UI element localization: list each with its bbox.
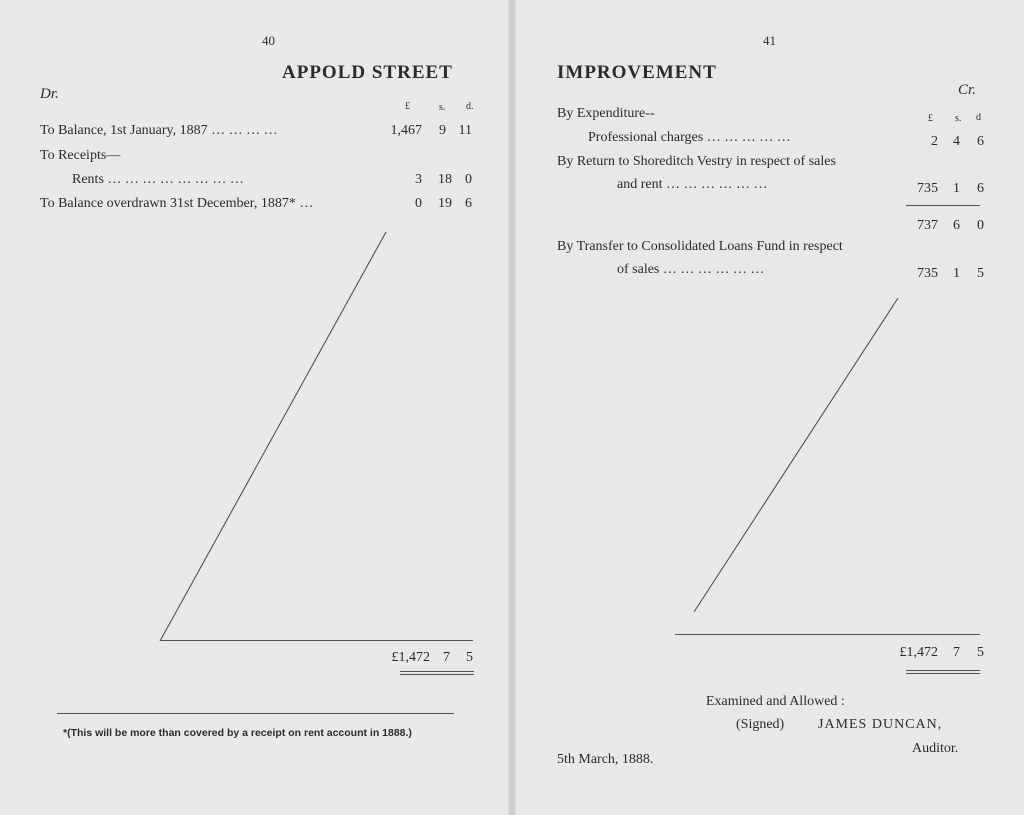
subtotal-shillings: 6 [953, 218, 960, 233]
entry-pounds: 1,467 [390, 123, 422, 138]
entry-text: To Balance overdrawn 31st December, 1887* … [40, 196, 314, 211]
entry-pence: 11 [458, 123, 472, 138]
entry-shillings: 1 [953, 181, 960, 196]
entry-pence: 5 [977, 266, 984, 281]
entry-shillings: 19 [438, 196, 452, 211]
total-shillings: 7 [443, 650, 450, 665]
auditor-title: Auditor. [912, 741, 959, 756]
entry-shillings: 1 [953, 266, 960, 281]
entry-text: To Receipts— [40, 148, 121, 163]
entry-pounds: 0 [415, 196, 422, 211]
total-pence: 5 [466, 650, 473, 665]
right-heading: IMPROVEMENT [557, 62, 717, 83]
col-header-pounds: £ [928, 113, 933, 124]
entry-text: and rent … … … … … … [617, 177, 768, 192]
subtotal-pounds: 737 [917, 218, 938, 233]
entry-pounds: 735 [917, 181, 938, 196]
col-header-pence: d. [466, 101, 474, 112]
entry-text: of sales … … … … … … [617, 262, 765, 277]
total-pounds: £1,472 [391, 650, 430, 665]
date: 5th March, 1888. [557, 752, 654, 767]
credit-label: Cr. [958, 82, 976, 98]
entry-pounds: 2 [931, 134, 938, 149]
debit-label: Dr. [40, 86, 59, 102]
examined-statement: Examined and Allowed : [706, 694, 845, 709]
entry-text: By Transfer to Consolidated Loans Fund in respect [557, 239, 843, 254]
entry-shillings: 4 [953, 134, 960, 149]
signatory-name: JAMES DUNCAN, [818, 717, 943, 732]
col-header-shillings: s. [955, 113, 962, 124]
entry-text: By Return to Shoreditch Vestry in respect of sales [557, 154, 836, 169]
entry-text: Professional charges … … … … … [588, 130, 791, 145]
subtotal-pence: 0 [977, 218, 984, 233]
total-shillings: 7 [953, 645, 960, 660]
col-header-pence: d [976, 112, 981, 123]
total-pounds: £1,472 [899, 645, 938, 660]
right-filler-line [694, 298, 898, 612]
entry-pounds: 735 [917, 266, 938, 281]
col-header-shillings: s. [439, 102, 446, 113]
entry-text: To Balance, 1st January, 1887 … … … … [40, 123, 278, 138]
left-filler-line [160, 232, 386, 641]
signed-label: (Signed) [736, 717, 785, 732]
total-pence: 5 [977, 645, 984, 660]
footnote: *(This will be more than covered by a receipt on rent account in 1888.) [63, 727, 412, 739]
left-page-number: 40 [262, 33, 275, 48]
entry-pounds: 3 [415, 172, 422, 187]
entry-text: Rents … … … … … … … … [72, 172, 244, 187]
entry-pence: 6 [977, 181, 984, 196]
left-heading: APPOLD STREET [282, 62, 453, 83]
entry-shillings: 9 [439, 123, 446, 138]
col-header-pounds: £ [405, 101, 410, 112]
right-page-number: 41 [763, 33, 776, 48]
entry-pence: 6 [465, 196, 472, 211]
entry-pence: 6 [977, 134, 984, 149]
entry-text: By Expenditure-- [557, 106, 655, 121]
entry-pence: 0 [465, 172, 472, 187]
entry-shillings: 18 [438, 172, 452, 187]
